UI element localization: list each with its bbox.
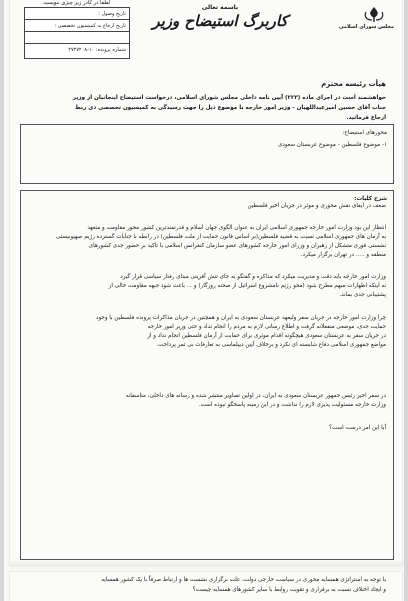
desc-line: به آرمان های جمهوری اسلامی نسبت به قضیه فلسطین(بر اساس قانون حمایت از ملت فلسطین) در رابطه با جنایات گسترده رژیم صهیونیستی xyxy=(55,234,386,240)
desc-line: پشتیبانی جدی بماند. xyxy=(339,292,386,298)
desc-line: در جریان سفر به عربستان سعودی هیچگونه اقدام موثری برای حمایت از آرمان فلسطین انجام نداد و از xyxy=(147,333,386,339)
page-2 xyxy=(10,572,402,601)
axes-label: محورهای استیضاح: xyxy=(342,130,387,136)
received-date-field: تاریخ وصول : xyxy=(25,8,129,20)
top-note: لطفاً در کادر زیر چیزی ننویسید. xyxy=(41,0,111,6)
axes-item: ۱- موضوع فلسطین - موضوع عربستان سعودی xyxy=(277,142,387,148)
page-1 xyxy=(10,0,402,566)
desc-closing: آیا این امر درست است؟ xyxy=(328,425,386,431)
desc-line: منطقه و ..... در تهران برگزار میکرد. xyxy=(300,252,386,258)
parliament-logo-icon xyxy=(338,4,394,40)
desc-line: ضعف در ایفای نقش محوری و موثر در جریان اخیر فلسطین xyxy=(247,203,386,209)
desc-line: وزارت خارجه مسئولیت پذیری لازم را نداشت و در این زمینه پاسخگو نبوده است. xyxy=(198,402,386,408)
desc-line: حمایت جدی، موضعی منفعلانه گرفت و اطلاع رسانی لازم به مردم را انجام نداد و حتی وزیر امور خارجه xyxy=(147,324,386,330)
referral-date-field: تاریخ ارجاع به کمیسیون تخصصی : xyxy=(25,20,129,32)
desc-line: نشستی فوری متشکل از رهبران و وزرای امور خارجه کشورهای عضو سازمان کنفرانس اسلامی با تاکید بر حضور جدی کشورهای xyxy=(88,243,386,249)
desc-line: وزارت امور خارجه باید دقت و مدیریت میکرد که مذاکره و گفتگو به جای تنش آفرینی مبنای رفتار سیاسی قرار گیرد xyxy=(120,274,386,280)
page-edge-shadow xyxy=(10,560,402,566)
empty-field-row xyxy=(25,32,129,44)
desc-line: چرا وزارت امور خارجه در جریان سفر ولیعهد عربستان سعودی به ایران و همچنین در جریان مذاکرات پرونده فلسطین با وجود xyxy=(95,315,386,321)
intro-line-1: خواهشمند است در اجرای ماده (۲۲۳) آیین نامه داخلی مجلس شورای اسلامی، درخواست استیضاح اینجانبان از وزیر xyxy=(72,95,386,101)
bismillah: باسمه تعالی xyxy=(201,4,239,11)
page2-line: با توجه به استراتژی همسایه محوری در سیاست خارجی دولت، علت برگزاری نشست ها و ارتباط صرفاً با یک کشور همسایه xyxy=(101,577,386,583)
desc-line: انتظار این بود وزارت امور خارجه جمهوری اسلامی ایران به عنوان الگوی جهان اسلام و قدرتمندترین کشور محور مقاومت و متعهد xyxy=(87,225,386,231)
desc-line: مواضع جمهوری اسلامی دفاع شایسته ای نکرد و برخلاف آیین دیپلماسی به تعارفات بی ثمر پرداخت. xyxy=(156,342,386,348)
intro-line-2: جناب آقای حسین امیرعبداللهیان - وزیر امور خارجه با موضوع ذیل را جهت رسیدگی به کمیسیون تخصصی ذی ربط xyxy=(74,105,386,111)
org-name: مجلس شورای اسلامی xyxy=(338,24,394,30)
axes-box xyxy=(20,124,394,184)
file-number-field: شماره پرونده: ۱۰-۲۷۲۷۲۰۸ xyxy=(68,47,126,53)
page2-line: و ایجاد اختلاف نسبت به برقراری و تقویت روابط با سایر کشورهای همسایه چیست؟ xyxy=(192,587,386,593)
page-title: کاربرگ استیضاح وزیر xyxy=(152,12,288,30)
desc-line: نه اینکه اظهارات مبهم مطرح شود (محو رژیم نامشروع اسرائیل از صحنه روزگار) و ... باعث شود جبهه مقاومت خالی از xyxy=(108,283,386,289)
intro-line-3: ارجاع فرمائید. xyxy=(346,115,386,121)
salutation: هیأت رئیسه محترم xyxy=(321,80,386,88)
office-fields-box xyxy=(24,7,130,59)
document-scan xyxy=(4,0,404,601)
description-label: شرح کلیات: xyxy=(354,196,387,202)
desc-line: در سفر اخیر رئیس جمهور عربستان سعودی به ایران، در اولین تصاویر منتشر شده و رسانه های داخلی، متاسفانه xyxy=(125,393,386,399)
